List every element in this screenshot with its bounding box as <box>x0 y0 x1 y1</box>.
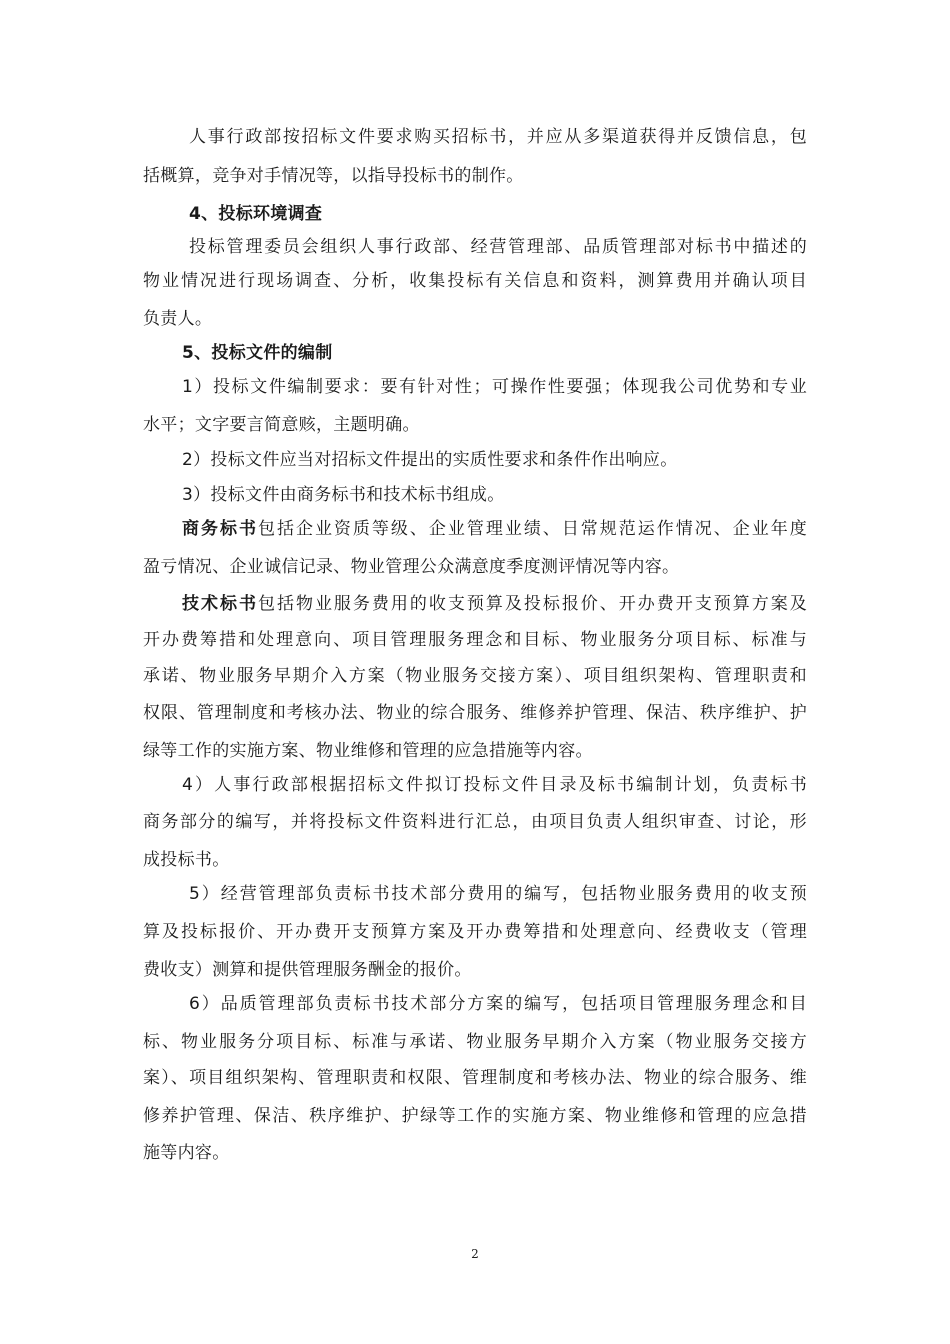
list-item-line: 2）投标文件应当对招标文件提出的实质性要求和条件作出响应。 <box>182 450 678 470</box>
paragraph-line: 人事行政部按招标文件要求购买招标书，并应从多渠道获得并反馈信息，包 <box>189 127 807 147</box>
section-heading-4: 4、投标环境调查 <box>189 204 323 224</box>
paragraph-line: 物业情况进行现场调查、分析，收集投标有关信息和资料，测算费用并确认项目 <box>143 271 807 291</box>
paragraph-line: 承诺、物业服务早期介入方案（物业服务交接方案）、项目组织架构、管理职责和 <box>143 666 807 686</box>
paragraph-line: 括概算，竞争对手情况等，以指导投标书的制作。 <box>143 166 524 186</box>
jishu-paragraph <box>182 594 807 614</box>
paragraph-line: 费收支）测算和提供管理服务酬金的报价。 <box>143 960 472 980</box>
paragraph-line: 投标管理委员会组织人事行政部、经营管理部、品质管理部对标书中描述的 <box>189 237 807 257</box>
paragraph-line: 权限、管理制度和考核办法、物业的综合服务、维修养护管理、保洁、秩序维护、护 <box>143 703 807 723</box>
paragraph-line: 绿等工作的实施方案、物业维修和管理的应急措施等内容。 <box>143 741 593 761</box>
list-item-line: 1）投标文件编制要求：要有针对性；可操作性要强；体现我公司优势和专业 <box>182 377 807 397</box>
list-item-line: 4）人事行政部根据招标文件拟订投标文件目录及标书编制计划，负责标书 <box>182 775 807 795</box>
bold-term: 商务标书 <box>182 519 258 539</box>
list-item-line: 6）品质管理部负责标书技术部分方案的编写，包括项目管理服务理念和目 <box>189 994 807 1014</box>
paragraph-line: 标、物业服务分项目标、标准与承诺、物业服务早期介入方案（物业服务交接方 <box>143 1032 807 1052</box>
shangwu-paragraph <box>182 519 807 539</box>
page-number: 2 <box>471 1247 479 1261</box>
list-item-line: 3）投标文件由商务标书和技术标书组成。 <box>182 485 505 505</box>
paragraph-line: 成投标书。 <box>143 850 230 870</box>
paragraph-line: 算及投标报价、开办费开支预算方案及开办费筹措和处理意向、经费收支（管理 <box>143 922 807 942</box>
bold-term: 技术标书 <box>182 594 258 614</box>
paragraph-line: 施等内容。 <box>143 1143 230 1163</box>
paragraph-line: 开办费筹措和处理意向、项目管理服务理念和目标、物业服务分项目标、标准与 <box>143 630 807 650</box>
paragraph-text: 包括企业资质等级、企业管理业绩、日常规范运作情况、企业年度 <box>257 519 807 539</box>
list-item-line: 5）经营管理部负责标书技术部分费用的编写，包括物业服务费用的收支预 <box>189 884 807 904</box>
paragraph-line: 盈亏情况、企业诚信记录、物业管理公众满意度季度测评情况等内容。 <box>143 557 680 577</box>
paragraph-line: 商务部分的编写，并将投标文件资料进行汇总，由项目负责人组织审查、讨论，形 <box>143 812 807 832</box>
list-item-line: 水平；文字要言简意赅，主题明确。 <box>143 415 420 435</box>
paragraph-line: 修养护管理、保洁、秩序维护、护绿等工作的实施方案、物业维修和管理的应急措 <box>143 1106 807 1126</box>
section-heading-5: 5、投标文件的编制 <box>182 343 333 363</box>
paragraph-text: 包括物业服务费用的收支预算及投标报价、开办费开支预算方案及 <box>257 594 807 614</box>
paragraph-line: 负责人。 <box>143 309 213 329</box>
paragraph-line: 案）、项目组织架构、管理职责和权限、管理制度和考核办法、物业的综合服务、维 <box>143 1068 807 1088</box>
